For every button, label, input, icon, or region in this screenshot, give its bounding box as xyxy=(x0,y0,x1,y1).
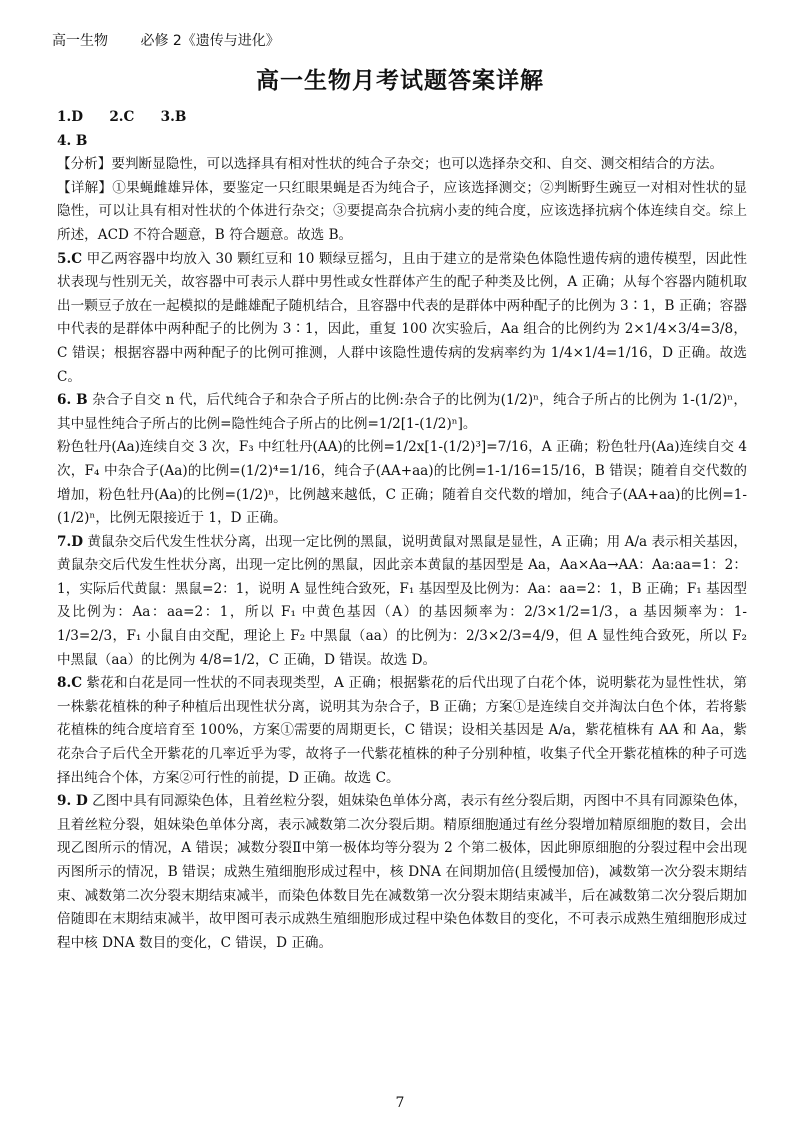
q4-head: 4. B xyxy=(57,132,88,149)
q7-paragraph xyxy=(57,531,747,673)
page-number: 7 xyxy=(395,1095,405,1111)
header-subject: 高一生物 xyxy=(52,33,108,49)
quick-answers xyxy=(57,106,747,130)
answer-3: 3.B xyxy=(160,109,187,125)
q8-head: 8.C xyxy=(57,675,83,692)
q6-paragraph xyxy=(57,389,747,436)
q9-paragraph xyxy=(57,790,747,955)
answer-2: 2.C xyxy=(109,109,135,125)
q8-paragraph xyxy=(57,672,747,790)
q5-text: 甲乙两容器中均放入 30 颗红豆和 10 颗绿豆摇匀，且由于建立的是常染色体隐性遗传病的遗传模型，因此性状表现与性别无关，故容器中可表示人群中男性或女性群体产生的配子种类及比例，A 正确；从每个容器内随机取出一颗豆子放在一起模拟的是雌雄配子随机结合，且容器中代表的是群体中两种配子的比例为 3∶1，B 正确；容器中代表的是群体中两种配子的比例为 3∶1，因此，重复 100 次实验后，Aa 组合的比例约为 2×1/4×3/4=3/8，C 错误；根据容器中两种配子的比例可推测，人群中该隐性遗传病的发病率约为 1/4×1/4=1/16，D 正确。故选 C。 xyxy=(57,250,747,385)
q9-text: 乙图中具有同源染色体，且着丝粒分裂，姐妹染色单体分离，表示有丝分裂后期，丙图中不具有同源染色体，且着丝粒分裂，姐妹染色单体分离，表示减数第二次分裂后期。精原细胞通过有丝分裂增加精原细胞的数目，会出现乙图所示的情况，A 错误；减数分裂Ⅱ中第一极体均等分裂为 2 个第二极体，因此卵原细胞的分裂过程中会出现丙图所示的情况，B 错误；成熟生殖细胞形成过程中，核 DNA 在间期加倍(且缓慢加倍)，减数第一次分裂末期结束、减数第二次分裂末期结束减半，而染色体数目先在减数第一次分裂末期结束减半，后在减数第二次分裂后期加倍随即在末期结束减半，故甲图可表示成熟生殖细胞形成过程中染色体数目的变化，不可表示成熟生殖细胞形成过程中核 DNA 数目的变化，C 错误，D 正确。 xyxy=(57,793,747,951)
q7-head: 7.D xyxy=(57,533,83,550)
page-title: 高一生物月考试题答案详解 xyxy=(256,68,544,94)
q6-text2: 粉色牡丹(Aa)连续自交 3 次，F₃ 中红牡丹(AA)的比例=1/2x[1-(1/2)³]=7/16，A 正确；粉色牡丹(Aa)连续自交 4 次，F₄ 中杂合子(Aa)的比例=(1/2)⁴=1/16，纯合子(AA+aa)的比例=1-1/16=15/16，B 错误；随着自交代数的增加，粉色牡丹(Aa)的比例=(1/2)ⁿ，比例越来越低，C 正确；随着自交代数的增加，纯合子(AA+aa)的比例=1-(1/2)ⁿ，比例无限接近于 1，D 正确。 xyxy=(57,439,747,527)
answer-content xyxy=(57,106,747,955)
answer-1: 1.D xyxy=(57,109,83,125)
q7-text: 黄鼠杂交后代发生性状分离，出现一定比例的黑鼠，说明黄鼠对黑鼠是显性，A 正确；用 A/a 表示相关基因，黄鼠杂交后代发生性状分离，出现一定比例的黑鼠，因此亲本黄鼠的基因型是 Aa，Aa×Aa→AA：Aa:aa=1：2：1，实际后代黄鼠：黑鼠=2：1，说明 A 显性纯合致死，F₁ 基因型及比例为：Aa：aa=2：1，B 正确；F₁ 基因型及比例为：Aa：aa=2：1，所以 F₁ 中黄色基因（A）的基因频率为：2/3×1/2=1/3，a 基因频率为：1-1/3=2/3，F₁ 小鼠自由交配，理论上 F₂ 中黑鼠（aa）的比例为：2/3×2/3=4/9，但 A 显性纯合致死，所以 F₂ 中黑鼠（aa）的比例为 4/8=1/2，C 正确，D 错误。故选 D。 xyxy=(57,533,748,668)
q5-head: 5.C xyxy=(57,250,83,267)
q6-head: 6. B xyxy=(57,392,88,409)
page-header xyxy=(52,30,280,50)
q6-text1: 杂合子自交 n 代，后代纯合子和杂合子所占的比例:杂合子的比例为(1/2)ⁿ，纯合子所占的比例为 1-(1/2)ⁿ，其中显性纯合子所占的比例=隐性纯合子所占的比例=1/2[1-(1/2)ⁿ]。 xyxy=(57,392,747,432)
header-course: 必修 2《遗传与进化》 xyxy=(140,33,280,49)
q9-head: 9. D xyxy=(57,793,88,810)
q8-text: 紫花和白花是同一性状的不同表现类型，A 正确；根据紫花的后代出现了白花个体，说明紫花为显性性状，第一株紫花植株的种子种植后出现性状分离，说明其为杂合子，B 正确；方案①是连续自交并淘汰白色个体，若将紫花植株的纯合度培育至 100%，方案①需要的周期更长，C 错误；设相关基因是 A/a，紫花植株有 AA 和 Aa，紫花杂合子后代全开紫花的几率近乎为零，故将子一代紫花植株的种子分别种植，收集子代全开紫花植株的种子可选择出纯合个体，方案②可行性的前提，D 正确。故选 C。 xyxy=(57,675,747,786)
q5-paragraph xyxy=(57,248,747,390)
q4-analysis: 【分析】要判断显隐性，可以选择具有相对性状的纯合子杂交；也可以选择杂交和、自交、测交相结合的方法。 xyxy=(57,156,724,173)
q4-detail: 【详解】①果蝇雌雄异体，要鉴定一只红眼果蝇是否为纯合子，应该选择测交；②判断野生豌豆一对相对性状的显隐性，可以让具有相对性状的个体进行杂交；③要提高杂合抗病小麦的纯合度，应该选择抗病个体连续自交。综上所述，ACD 不符合题意，B 符合题意。故选 B。 xyxy=(57,179,747,243)
